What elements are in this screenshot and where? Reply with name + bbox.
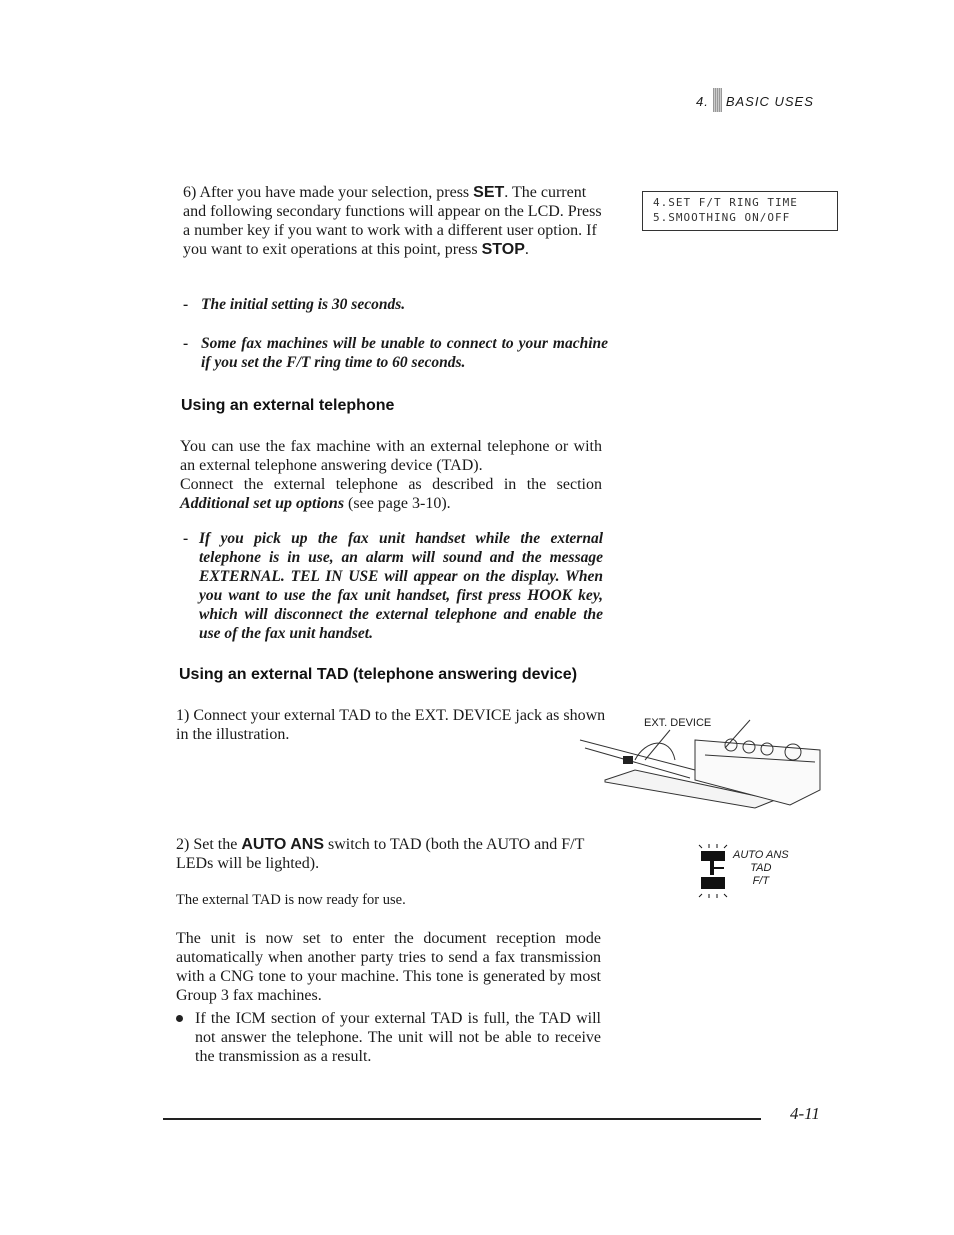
step-6-text-3: . [524,241,529,258]
ext-device-label: EXT. DEVICE [644,717,712,729]
note-text: If you pick up the fax unit handset while the external telephone is in use, an alarm will sound and the message EXTERNAL. TEL IN USE will appear on the display. When you want to use the fax unit handset, first press HOOK key, which will disconnect the external telephone and enable the use of the fax unit handset. [199,530,603,642]
step-2-number: 2) [176,836,190,853]
footer-rule [163,1118,761,1120]
note-initial-setting [183,295,613,314]
note-text: Some fax machines will be unable to connect to your machine if you set the F/T ring time to 60 seconds. [201,335,608,371]
section-heading-external-tad: Using an external TAD (telephone answering device) [179,666,578,683]
step-2 [176,835,606,873]
switch-label-ft: F/T [752,875,770,887]
lcd-display [642,191,838,231]
stop-key-label: STOP [481,241,525,258]
note-ring-time-warning [183,334,608,372]
chapter-number: 4. [696,94,709,109]
paragraph-text: Connect the external telephone as described in the section [180,476,602,493]
paragraph-line [180,475,602,513]
step-1 [176,706,606,744]
auto-ans-key-label: AUTO ANS [241,836,324,853]
note-dash: - [183,335,189,352]
bullet-text: If the ICM section of your external TAD is full, the TAD will not answer the telephone. The unit will not be able to receive the transmission as a result. [195,1010,601,1065]
set-key-label: SET [473,184,505,201]
step-1-text: Connect your external TAD to the EXT. DEVICE jack as shown in the illustration. [176,707,606,743]
step-1-number: 1) [176,707,190,724]
switch-label-tad: TAD [750,862,772,874]
step-6-text-2: . The current and following secondary functions will appear on the LCD. Press a number key if you want to work with a different user option. If you want to exit operations at this point, press [183,184,602,258]
switch-labels [733,849,789,888]
step-6-number: 6) [183,184,197,201]
auto-ans-switch-illustration [697,843,729,899]
note-dash: - [183,530,189,547]
section-reference: Additional set up options [180,495,345,512]
paragraph-line: You can use the fax machine with an external telephone or with an external telephone answering device (TAD). [180,438,602,474]
note-dash: - [183,296,189,313]
switch-label-auto-ans: AUTO ANS [733,849,789,861]
icm-full-bullet [176,1009,601,1066]
step-6 [183,183,608,259]
step-2-text-2: switch to TAD (both the AUTO and F/T LEDs will be lighted). [176,836,585,872]
note-text: The initial setting is 30 seconds. [201,296,406,313]
external-telephone-paragraph [180,437,602,513]
section-heading-external-telephone: Using an external telephone [181,397,395,414]
lcd-line-2: 5.SMOOTHING ON/OFF [653,211,791,224]
note-handset-alarm [183,529,603,643]
bullet-dot [176,1015,183,1022]
tad-ready-text: The external TAD is now ready for use. [176,892,406,908]
chapter-header [696,88,814,112]
header-marker-bar [713,88,722,112]
reception-mode-paragraph: The unit is now set to enter the document reception mode automatically when another party tries to send a fax transmission with a CNG tone to your machine. This tone is generated by most Group 3 fax machines. [176,930,601,1004]
step-2-text-1: Set the [193,836,242,853]
paragraph-text: (see page 3-10). [344,495,451,512]
step-6-text-1: After you have made your selection, press [199,184,474,201]
lcd-line-1: 4.SET F/T RING TIME [653,196,798,209]
chapter-title: BASIC USES [725,94,814,109]
page-number: 4-11 [790,1104,820,1123]
